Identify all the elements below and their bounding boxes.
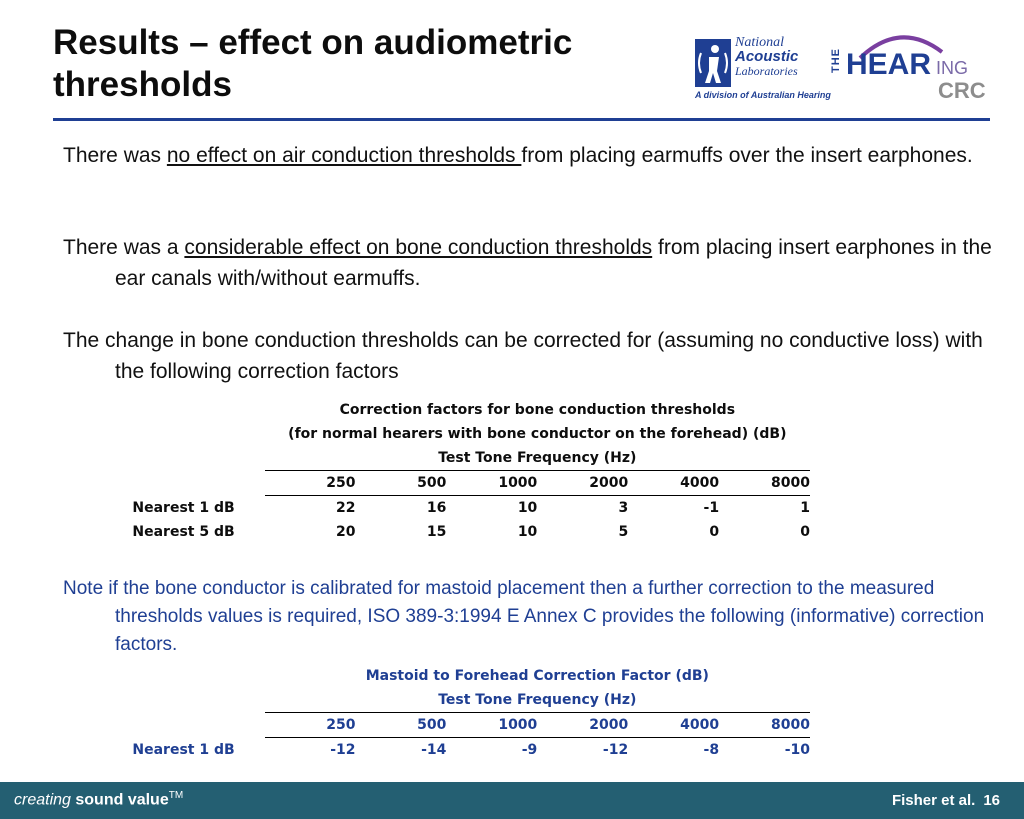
table-cell: -12 — [330, 742, 356, 758]
table-cell: 22 — [336, 500, 356, 516]
table-header-cell: 2000 — [537, 471, 628, 496]
table-cell: 20 — [336, 524, 356, 540]
table-header-cell: 500 — [356, 713, 447, 738]
correction-table-forehead — [0, 398, 810, 544]
table-header-cell: 4000 — [628, 713, 719, 738]
table-cell: -1 — [703, 500, 720, 516]
table-cell: -12 — [602, 742, 629, 758]
table-caption: (for normal hearers with bone conductor on the forehead) (dB) — [288, 426, 787, 442]
table-header-cell: 1000 — [446, 471, 537, 496]
table-header-cell: 500 — [356, 471, 447, 496]
correction-table-mastoid — [0, 664, 810, 762]
row-label: Nearest 5 dB — [132, 524, 235, 540]
hearing-crc-logo — [830, 30, 995, 106]
mastoid-note: Note if the bone conductor is calibrated for mastoid placement then a further correction to the measured thresholds values is required, ISO 389-3:1994 E Annex C provides the following (informative) correction factors. — [63, 578, 985, 655]
table-cell: 5 — [618, 524, 629, 540]
table-header-cell: 2000 — [537, 713, 628, 738]
footer-bar — [0, 782, 1024, 819]
table-header-cell: 250 — [265, 713, 356, 738]
table-header-cell: 4000 — [628, 471, 719, 496]
footer-tagline: creating sound value™ — [14, 790, 184, 809]
row-label: Nearest 1 dB — [132, 499, 235, 516]
table-cell: 15 — [426, 524, 447, 540]
table-cell: 10 — [517, 524, 538, 540]
nal-logo-subtitle: A division of Australian Hearing — [695, 90, 831, 100]
table-cell: -14 — [421, 742, 447, 758]
nal-logo-line2: Acoustic — [735, 48, 799, 65]
table-header-cell: 8000 — [719, 713, 810, 738]
table-caption: Test Tone Frequency (Hz) — [438, 450, 637, 466]
slide-title: Results – effect on audiometric thresholds — [53, 23, 573, 104]
footer-author: Fisher et al. — [891, 792, 976, 809]
table-header-row — [0, 471, 810, 496]
title-divider — [53, 118, 990, 121]
table-header-cell: 250 — [265, 471, 356, 496]
table-cell: 1 — [800, 500, 810, 516]
nal-emblem-icon — [695, 39, 731, 87]
paragraph-air-conduction: There was no effect on air conduction thresholds from placing earmuffs over the insert earphones. — [63, 144, 973, 167]
nal-logo — [695, 35, 831, 102]
table-header-cell: 1000 — [446, 713, 537, 738]
table-cell: -9 — [521, 742, 538, 758]
footer-citation — [884, 792, 1000, 809]
hearing-logo-main: HEAR — [846, 48, 932, 81]
table-header-row — [0, 713, 810, 738]
table-cell: 0 — [800, 524, 810, 540]
table-caption: Test Tone Frequency (Hz) — [438, 692, 637, 708]
nal-logo-line1: National — [735, 35, 785, 50]
underlined-phrase: no effect on air conduction thresholds — [166, 144, 522, 167]
table-cell: 10 — [517, 500, 538, 516]
table-cell: 0 — [709, 524, 720, 540]
table-cell: -8 — [703, 742, 720, 758]
paragraph-bone-conduction: There was a considerable effect on bone conduction thresholds from placing insert earphones in the ear canals with/without earmuffs. — [63, 236, 992, 290]
underlined-phrase: considerable effect on bone conduction thresholds — [184, 236, 653, 259]
table-caption: Correction factors for bone conduction thresholds — [339, 402, 736, 418]
row-label: Nearest 1 dB — [132, 741, 235, 758]
table-cell: -10 — [784, 742, 810, 758]
page-number: 16 — [983, 792, 1000, 809]
table-row — [0, 520, 810, 544]
table-cell: 16 — [426, 500, 447, 516]
table-cell: 3 — [618, 500, 629, 516]
table-caption: Mastoid to Forehead Correction Factor (dB) — [365, 668, 709, 684]
hearing-logo-crc: CRC — [938, 78, 986, 103]
table-row — [0, 496, 810, 521]
nal-logo-line3: Laboratories — [735, 64, 798, 78]
paragraph-correction: The change in bone conduction thresholds can be corrected for (assuming no conductive loss) with the following correction factors — [63, 329, 983, 383]
hearing-logo-the: THE — [830, 48, 842, 73]
table-row — [0, 738, 810, 763]
table-header-cell: 8000 — [719, 471, 810, 496]
hearing-logo-ing: ING — [936, 58, 969, 78]
